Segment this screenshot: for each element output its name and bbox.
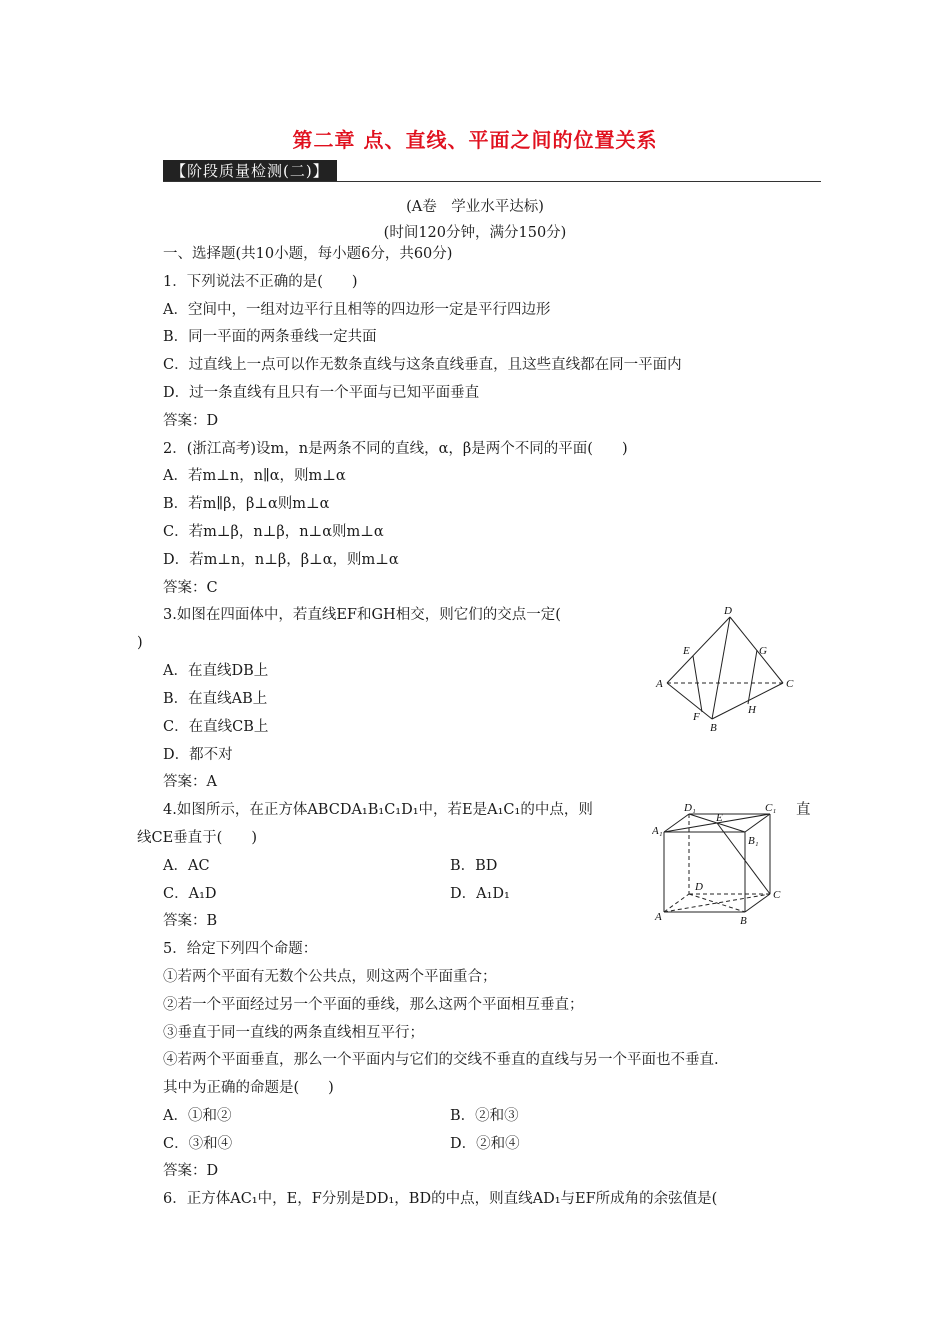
q2-answer: 答案：C — [163, 580, 218, 596]
q2-option-a: A．若m⊥n，n∥α，则m⊥α — [163, 468, 346, 484]
q3-answer: 答案：A — [163, 774, 217, 790]
q4-stem-tail: 直 — [796, 802, 811, 818]
q5-stem: 5．给定下列四个命题： — [163, 941, 318, 957]
cube-label-e: E — [716, 812, 723, 824]
q4-answer: 答案：B — [163, 913, 218, 929]
cube-label-c1: C₁ — [765, 802, 777, 814]
q4-option-b: B．BD — [450, 858, 498, 874]
q1-option-c: C．过直线上一点可以作无数条直线与这条直线垂直，且这些直线都在同一平面内 — [163, 357, 682, 373]
cube-figure — [652, 800, 792, 930]
q3-option-d: D．都不对 — [163, 747, 233, 763]
q1-option-b: B．同一平面的两条垂线一定共面 — [163, 329, 377, 345]
q2-option-d: D．若m⊥n，n⊥β，β⊥α，则m⊥α — [163, 552, 399, 568]
q4-stem-cont: 线CE垂直于( ) — [137, 830, 257, 846]
q2-option-c: C．若m⊥β，n⊥β，n⊥α则m⊥α — [163, 524, 384, 540]
time-info: (时间120分钟，满分150分) — [383, 225, 567, 241]
q5-option-d: D．②和④ — [450, 1136, 520, 1152]
q5-answer: 答案：D — [163, 1163, 219, 1179]
tetra-label-b: B — [710, 722, 717, 734]
header-rule — [163, 181, 821, 182]
tetra-label-h: H — [748, 704, 756, 716]
tetra-label-g: G — [759, 645, 767, 657]
q5-option-b: B．②和③ — [450, 1108, 519, 1124]
tetra-label-a: A — [656, 678, 663, 690]
q5-proposition-1: ①若两个平面有无数个公共点，则这两个平面重合； — [163, 969, 497, 985]
page-title: 第二章 点、直线、平面之间的位置关系 — [292, 128, 658, 152]
cube-label-d1: D₁ — [684, 802, 696, 814]
q3-option-c: C．在直线CB上 — [163, 719, 269, 735]
q6-stem: 6．正方体AC₁中，E，F分别是DD₁，BD的中点，则直线AD₁与EF所成角的余弦值是( — [163, 1191, 718, 1207]
q3-option-a: A．在直线DB上 — [163, 663, 269, 679]
q1-answer: 答案：D — [163, 413, 219, 429]
volume-label: (A卷 学业水平达标) — [406, 199, 544, 215]
cube-label-a: A — [655, 911, 662, 923]
q5-proposition-4: ④若两个平面垂直，那么一个平面内与它们的交线不垂直的直线与另一个平面也不垂直. — [163, 1052, 719, 1068]
tetrahedron-figure — [650, 603, 800, 738]
q4-option-c: C．A₁D — [163, 886, 217, 902]
cube-label-c: C — [773, 889, 781, 901]
q3-stem: 3.如图在四面体中，若直线EF和GH相交，则它们的交点一定( — [163, 607, 561, 623]
q5-option-a: A．①和② — [163, 1108, 232, 1124]
section-tag: 【阶段质量检测(二)】 — [163, 160, 337, 182]
q4-stem: 4.如图所示，在正方体ABCDA₁B₁C₁D₁中，若E是A₁C₁的中点，则 — [163, 802, 593, 818]
cube-label-d: D — [695, 881, 703, 893]
q4-option-d: D．A₁D₁ — [450, 886, 510, 902]
q1-stem: 1．下列说法不正确的是( ) — [163, 274, 358, 290]
q2-stem: 2．(浙江高考)设m，n是两条不同的直线，α，β是两个不同的平面( ) — [163, 441, 628, 457]
q5-proposition-3: ③垂直于同一直线的两条直线相互平行； — [163, 1025, 424, 1041]
q2-option-b: B．若m∥β，β⊥α则m⊥α — [163, 496, 330, 512]
q3-option-b: B．在直线AB上 — [163, 691, 268, 707]
part-heading: 一、选择题(共10小题，每小题6分，共60分) — [163, 246, 453, 262]
cube-label-b1: B₁ — [748, 835, 759, 847]
tetra-label-e: E — [683, 645, 690, 657]
q1-option-d: D．过一条直线有且只有一个平面与已知平面垂直 — [163, 385, 480, 401]
q3-stem-cont: ) — [137, 635, 143, 651]
q5-proposition-2: ②若一个平面经过另一个平面的垂线，那么这两个平面相互垂直； — [163, 997, 584, 1013]
tetra-label-d: D — [724, 605, 732, 617]
q4-option-a: A．AC — [163, 858, 210, 874]
tetra-label-f: F — [693, 711, 700, 723]
q5-option-c: C．③和④ — [163, 1136, 233, 1152]
cube-label-b: B — [740, 915, 747, 927]
q1-option-a: A．空间中，一组对边平行且相等的四边形一定是平行四边形 — [163, 302, 551, 318]
cube-label-a1: A₁ — [652, 825, 663, 837]
tetra-label-c: C — [786, 678, 794, 690]
q5-ask: 其中为正确的命题是( ) — [163, 1080, 334, 1096]
